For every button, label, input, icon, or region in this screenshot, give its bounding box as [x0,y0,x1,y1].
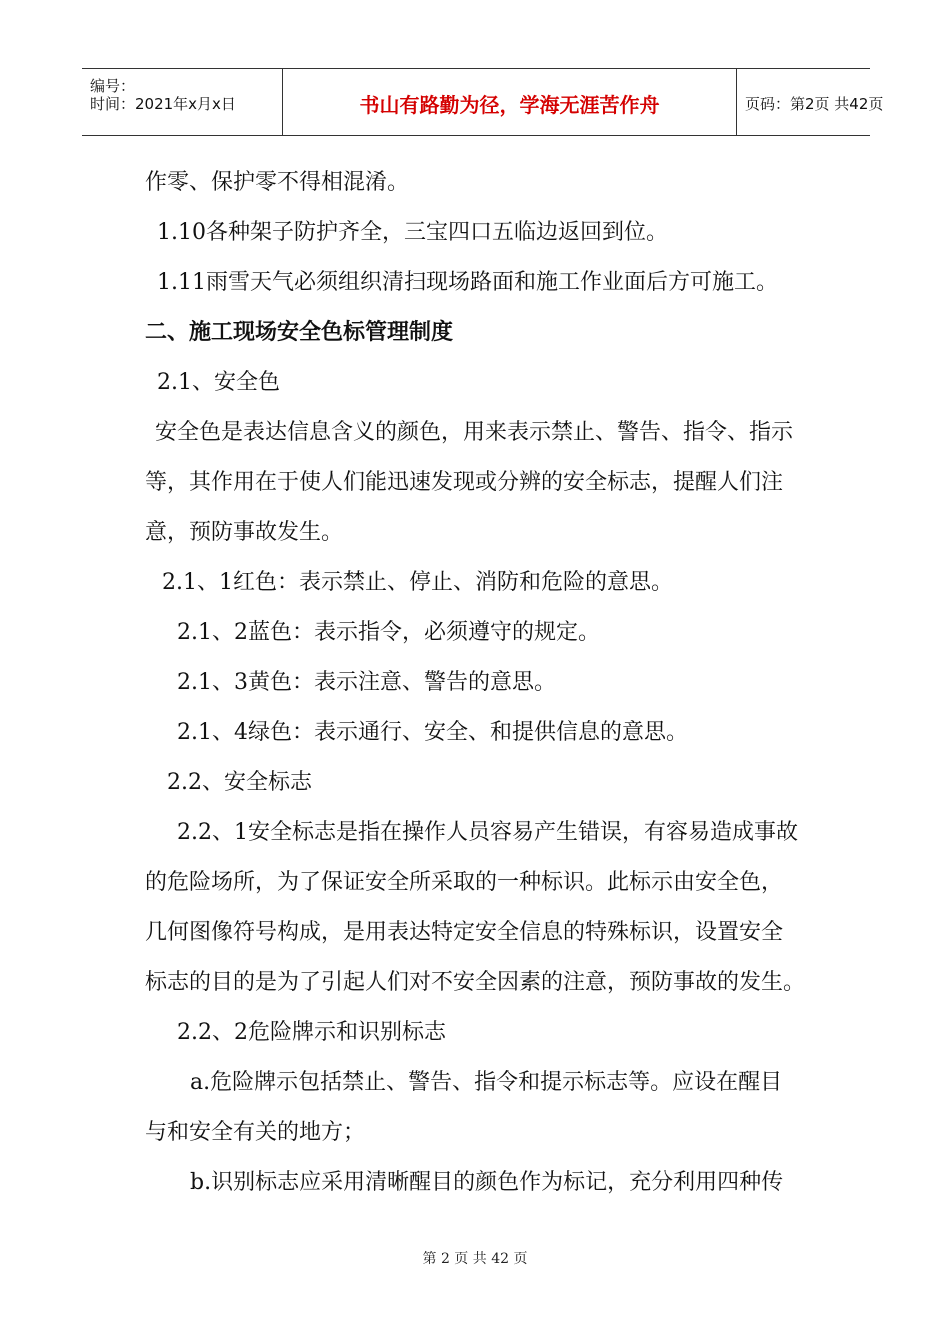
body-line: 1.11雨雪天气必须组织清扫现场路面和施工作业面后方可施工。 [157,270,778,295]
header-page-cell [737,69,884,135]
motto-text: 书山有路勤为径，学海无涯苦作舟 [359,93,660,117]
body-line: b.识别标志应采用清晰醒目的颜色作为标记，充分利用四种传 [190,1170,784,1195]
page-number-label: 页码：第2页 共42页 [745,95,884,113]
date-label: 时间：2021年x月x日 [90,95,236,113]
body-line: 标志的目的是为了引起人们对不安全因素的注意，预防事故的发生。 [145,970,806,995]
body-line: 与和安全有关的地方； [145,1120,366,1145]
number-label: 编号： [90,77,136,95]
body-line: 安全色是表达信息含义的颜色，用来表示禁止、警告、指令、指示 [155,420,794,445]
body-line: 1.10各种架子防护齐全，三宝四口五临边返回到位。 [157,220,668,245]
header-motto-cell [282,69,737,135]
body-line: 2.1、4绿色：表示通行、安全、和提供信息的意思。 [177,720,688,745]
body-line: 等，其作用在于使人们能迅速发现或分辨的安全标志，提醒人们注 [145,470,784,495]
body-line: a.危险牌示包括禁止、警告、指令和提示标志等。应设在醒目 [190,1070,783,1095]
page-header [82,68,884,136]
subsection-heading: 2.1、安全色 [157,370,280,395]
page-footer: 第 2 页 共 42 页 [422,1251,528,1267]
body-line: 意，预防事故发生。 [145,520,344,545]
section-heading: 二、施工现场安全色标管理制度 [145,320,454,345]
body-line: 2.1、2蓝色：表示指令，必须遵守的规定。 [177,620,600,645]
body-line: 2.2、2危险牌示和识别标志 [177,1020,446,1045]
body-line: 2.2、1安全标志是指在操作人员容易产生错误，有容易造成事故 [177,820,798,845]
body-line: 2.1、3黄色：表示注意、警告的意思。 [177,670,556,695]
header-meta [82,69,282,135]
body-line: 2.1、1红色：表示禁止、停止、消防和危险的意思。 [162,570,673,595]
body-line: 几何图像符号构成，是用表达特定安全信息的特殊标识，设置安全 [145,920,784,945]
body-line: 作零、保护零不得相混淆。 [145,170,410,195]
subsection-heading: 2.2、安全标志 [167,770,312,795]
body-line: 的危险场所，为了保证安全所采取的一种标识。此标示由安全色， [145,870,784,895]
